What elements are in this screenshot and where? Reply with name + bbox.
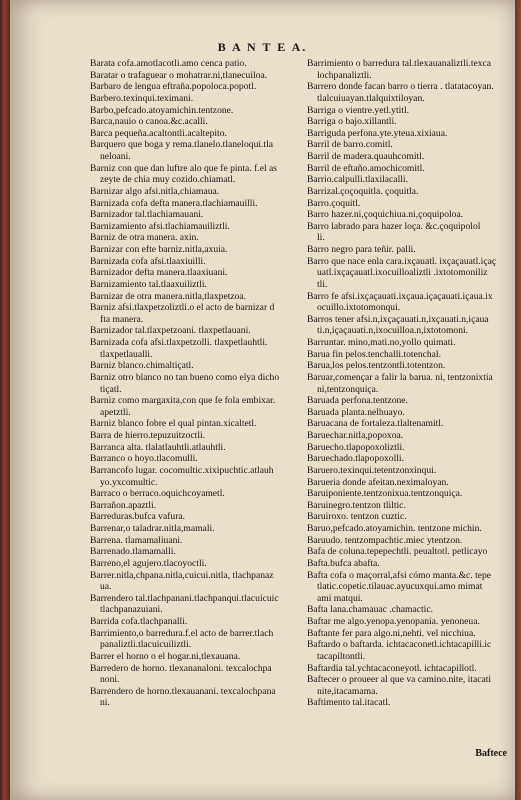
dictionary-entry-line: Barnizador defta manera.tlaaxiuani. [90, 267, 228, 279]
dictionary-entry-line: Barrer el horno o el hogar.ni,tlexauana. [90, 650, 241, 662]
book-edge-left [0, 0, 10, 800]
dictionary-entry-line: Barrenar,o taladrar.nitla,mamali. [90, 523, 215, 534]
dictionary-entry-line: ocuillo.ixtotomonqui. [317, 302, 401, 314]
dictionary-entry-line: Barra de hierro.tepuzuitzoctli. [90, 430, 206, 441]
dictionary-entry-line: ti.n,içaçauati.n,ixocuilloa.n,ixtotomoni. [317, 325, 469, 337]
dictionary-entry-line: apetztli. [100, 406, 131, 418]
dictionary-entry-line: Bafa de coluna.tepepechtli. peualtotl. petlicayo [307, 546, 488, 558]
dictionary-entry-line: zeyte de chia muy cozido.chiamatl. [100, 174, 236, 186]
dictionary-entry-line: Barniz otro blanco no tan bueno como elya dicho [90, 371, 280, 383]
dictionary-entry-line: Barnizamiento tal.tlaaxuiliztli. [90, 278, 207, 290]
dictionary-entry-line: Barnizada cofa afsi.tlaaxiuilli. [90, 255, 206, 267]
dictionary-entry-line: Baruechado.tlapopoxolli. [307, 453, 404, 465]
dictionary-entry-line: Barrancofo lugar. cocomultic.xixipuchtic.atlauh [90, 464, 274, 476]
dictionary-entry-line: Barranco o hoyo.tlacomulli. [90, 453, 198, 465]
dictionary-entry-line: Baftante fer para algo.ni,nehti. vel nicchiua. [307, 627, 476, 639]
dictionary-entry-line: Barril de barro.comitl. [307, 139, 393, 151]
dictionary-entry-line: Baftar me algo.yenopa.yenopania. yenoneua. [307, 616, 480, 627]
dictionary-entry-line: Barranca alta. tlalatlauhtli.atlauhtli. [90, 441, 226, 453]
running-head: B A N T E A. [217, 40, 308, 54]
dictionary-entry-line: tlachpanazuiani. [100, 604, 163, 616]
dictionary-entry-line: Barniz blanco fobre el qual pintan.xicaltetl. [90, 418, 257, 430]
dictionary-entry-line: nite,itacamama. [317, 685, 378, 697]
dictionary-entry-line: Baruero.texinqui.tetentzonxinqui. [307, 464, 437, 476]
dictionary-entry-line: Baruinegro.tentzon tliltic. [307, 499, 406, 511]
dictionary-entry-line: ami matqui. [317, 592, 363, 604]
dictionary-entry-line: Barua,los pelos.tentzontli.totentzon. [307, 360, 446, 372]
dictionary-entry-line: Barniz blanco.chimaltiçatl. [90, 360, 194, 372]
dictionary-entry-line: Barrimiento,o barredura.f.el acto de barrer.tlach [90, 627, 274, 639]
dictionary-entry-line: Baruiroxo. tentzon cuztic. [307, 511, 407, 523]
dictionary-entry-line: Baruacana de fortaleza.tlaltenamitl. [307, 418, 444, 430]
dictionary-entry-line: tlalcuiuayan.tlalquixtiloyan. [317, 92, 425, 104]
dictionary-entry-line: Bafta cofa o maçorral,afsi cómo manta.&c. tepe [307, 569, 492, 581]
dictionary-entry-line: Barro labrado para hazer loça. &c.çoquipolol [307, 220, 481, 232]
dictionary-entry-line: Barnizador tal.tlachiamauani. [90, 209, 204, 221]
dictionary-entry-line: Baftardia tal.ychtacaconeyotl. ichtacapillotl. [307, 662, 477, 674]
dictionary-entry-line: Barnizar con efte barniz.nitla,axuia. [90, 244, 228, 255]
dictionary-entry-line: tlatic.copetic.tilauac.ayucuxqui.amo mimat [317, 581, 483, 593]
dictionary-entry-line: Barca pequeña.acaltontli.acaltepito. [90, 127, 227, 139]
book-edge-right [515, 0, 521, 800]
dictionary-entry-line: Baruar,començar a falir la barua. ni, tentzonixtia [307, 371, 493, 383]
dictionary-entry-line: Baruecho.tlapopoxoliztli. [307, 441, 405, 453]
dictionary-entry-line: ni. [100, 697, 110, 709]
dictionary-entry-line: Barnizar de otra manera.nitla,tlaxpetzoa. [90, 290, 247, 302]
dictionary-entry-line: Barrendero de horno.tlexauanani. texcalochpana [90, 685, 276, 697]
dictionary-entry-line: Barril de madera.quauhcomitl. [307, 151, 425, 162]
dictionary-entry-line: Barbero.texinqui.teximani. [90, 92, 194, 104]
dictionary-page [10, 0, 515, 800]
dictionary-entry-line: Barrer.nitla,chpana.nitla,cuicui.nitla, tlachpanaz [90, 569, 274, 581]
dictionary-entry-line: fta manera. [100, 313, 144, 325]
dictionary-entry-line: Barreno,el agujero.tlacoyoctli. [90, 557, 207, 569]
dictionary-entry-line: tli. [317, 278, 328, 290]
dictionary-entry-line: Barniz de otra manera. axin. [90, 232, 199, 244]
dictionary-entry-line: lochpanaliztli. [317, 69, 372, 81]
dictionary-entry-line: noni. [100, 674, 120, 686]
dictionary-entry-line: Barniz con que dan luftre alo que fe pinta. f.el as [90, 162, 278, 174]
dictionary-entry-line: Baruo,pefcado.atoyamichin. tentzone michin. [307, 523, 482, 534]
dictionary-entry-line: Barro hazer.ni,çoquichiua.ni,çoquipoloa. [307, 209, 464, 221]
dictionary-entry-line: Barnizada cofa afsi.tlaxpetzolli. tlaxpetlauhtli. [90, 337, 268, 348]
dictionary-entry-line: Barca,nauio o canoa.&c.acalli. [90, 116, 208, 128]
dictionary-entry-line: Barraco o berraco.oquichcoyametl. [90, 488, 225, 500]
dictionary-entry-line: Barnizar algo afsi.nitla,chiamaua. [90, 185, 220, 197]
dictionary-entry-line: Baruada planta.nelhuayo. [307, 406, 405, 418]
dictionary-entry-line: Barrida cofa.tlachpanalli. [90, 616, 188, 627]
dictionary-entry-line: Barrizal.çoçoquitla. çoquitla. [307, 185, 419, 197]
dictionary-entry-line: Barrañon.apaztli. [90, 499, 157, 511]
dictionary-entry-line: Barredero de horno. tlexananaloni. texcalochpa [90, 662, 272, 674]
dictionary-entry-line: tiçatl. [100, 383, 122, 395]
dictionary-entry-line: Barrena. tlamamaliuani. [90, 534, 183, 546]
dictionary-entry-line: Bafta.bufca abafta. [307, 557, 380, 569]
dictionary-entry-line: Barquero que boga y rema.tlanelo.tlaneloqui.tla [90, 139, 274, 151]
dictionary-entry-line: Baftardo o baftarda. ichtacaconetl.ichtacapilli.ic [307, 639, 492, 651]
dictionary-entry-line: Barbo,pefcado.atoyamichin.tentzone. [90, 104, 234, 116]
dictionary-entry-line: Barriguda perfona.yte.yteua.xixiaua. [307, 127, 448, 139]
dictionary-entry-line: Barrenado.tlamamalli. [90, 546, 176, 558]
dictionary-entry-line: Barriga o vientre.yetl.ytitl. [307, 104, 410, 116]
dictionary-entry-line: yo.yxcomultic. [100, 476, 158, 488]
dictionary-entry-line: Barro fe afsi.ixçaçauati.ixçaua.içaçauati.içaua.ix [307, 290, 493, 302]
dictionary-entry-line: Barrio.calpulli.tlaxilacalli. [307, 174, 408, 186]
dictionary-entry-line: ni,tentzonquiça. [317, 383, 379, 395]
catchword: Baftece [475, 748, 507, 759]
dictionary-entry-line: Baftimento tal.itacatl. [307, 697, 391, 709]
dictionary-entry-line: Barniz afsi.tlaxpetzoliztli.o el acto de barnizar d [90, 302, 275, 314]
dictionary-entry-line: Barnizador tal.tlaxpetzoani. tlaxpetlauani. [90, 325, 251, 337]
dictionary-entry-line: Bafta lana.chamauac .chamactic. [307, 604, 433, 616]
dictionary-entry-line: Barrero donde facan barro o tierra . tlatatacoyan. [307, 81, 494, 93]
dictionary-entry-line: Barro que nace enla cara.ixçauatl. ixçaçauatl.içaç [307, 255, 497, 267]
dictionary-entry-line: tacapiltontli. [317, 650, 366, 662]
dictionary-entry-line: Barnizada cofa defta manera.tlachiamauilli. [90, 197, 258, 209]
dictionary-entry-line: Barruntar. mino,mati.no,yollo quimati. [307, 337, 456, 348]
dictionary-entry-line: li. [317, 232, 325, 244]
dictionary-entry-line: ua. [100, 581, 112, 593]
dictionary-entry-line: Barnizamiento afsi.tlachiamauiliztli. [90, 220, 230, 232]
dictionary-entry-line: panaliztli.tlacuicuiliztli. [100, 639, 192, 651]
left-column [90, 58, 332, 709]
dictionary-entry-line: Barril de eftaño.amochicomitl. [307, 162, 425, 174]
dictionary-entry-line: Baruudo. tentzompachtic.miec ytentzon. [307, 534, 463, 546]
dictionary-entry-line: Barro negro para teñir. palli. [307, 244, 416, 255]
dictionary-entry-line: Baruiponiente.tentzonixua.tentzonquiça. [307, 488, 463, 500]
dictionary-entry-line: Baruechar.nitla,popoxoa. [307, 430, 404, 441]
right-column [307, 58, 515, 709]
dictionary-entry-line: Barros tener afsi.n,ixçaçauati.n,ixçauati.n,içaua [307, 313, 489, 325]
dictionary-entry-line: Barueria donde afeitan.neximaloyan. [307, 476, 449, 488]
dictionary-entry-line: Barro.çoquitl. [307, 197, 361, 209]
dictionary-entry-line: uatl.ixçaçauatl.ixocuilloaliztli .ixtotomoniliz [317, 267, 488, 279]
dictionary-entry-line: Barrimiento o barredura tal.tlexauanaliztli.texca [307, 58, 492, 69]
dictionary-entry-line: Barniz como margaxita,con que fe fola embixar. [90, 395, 276, 407]
dictionary-entry-line: neloani. [100, 151, 131, 162]
dictionary-entry-line: Baruada perfona.tentzone. [307, 395, 408, 407]
dictionary-entry-line: tlaxpetlaualli. [100, 348, 153, 360]
dictionary-entry-line: Barbaro de lengua eftraña.popoloca.popotl. [90, 81, 257, 93]
dictionary-entry-line: Barata cofa.amotlacotli.amo cenca patio. [90, 58, 247, 69]
dictionary-entry-line: Baratar o trafaguear o mohatrar.ni,tlanecuiloa. [90, 69, 268, 81]
dictionary-entry-line: Baftecer o proueer al que va camino.nite, itacati [307, 674, 492, 686]
dictionary-entry-line: Barrendero tal.tlachpanani.tlachpanqui.tlacuicuic [90, 592, 279, 604]
dictionary-entry-line: Barreduras.bufca vafura. [90, 511, 186, 523]
dictionary-entry-line: Barua fin pelos.tenchalli.totenchal. [307, 348, 441, 360]
dictionary-entry-line: Barriga o bajo.xillantli. [307, 116, 397, 128]
